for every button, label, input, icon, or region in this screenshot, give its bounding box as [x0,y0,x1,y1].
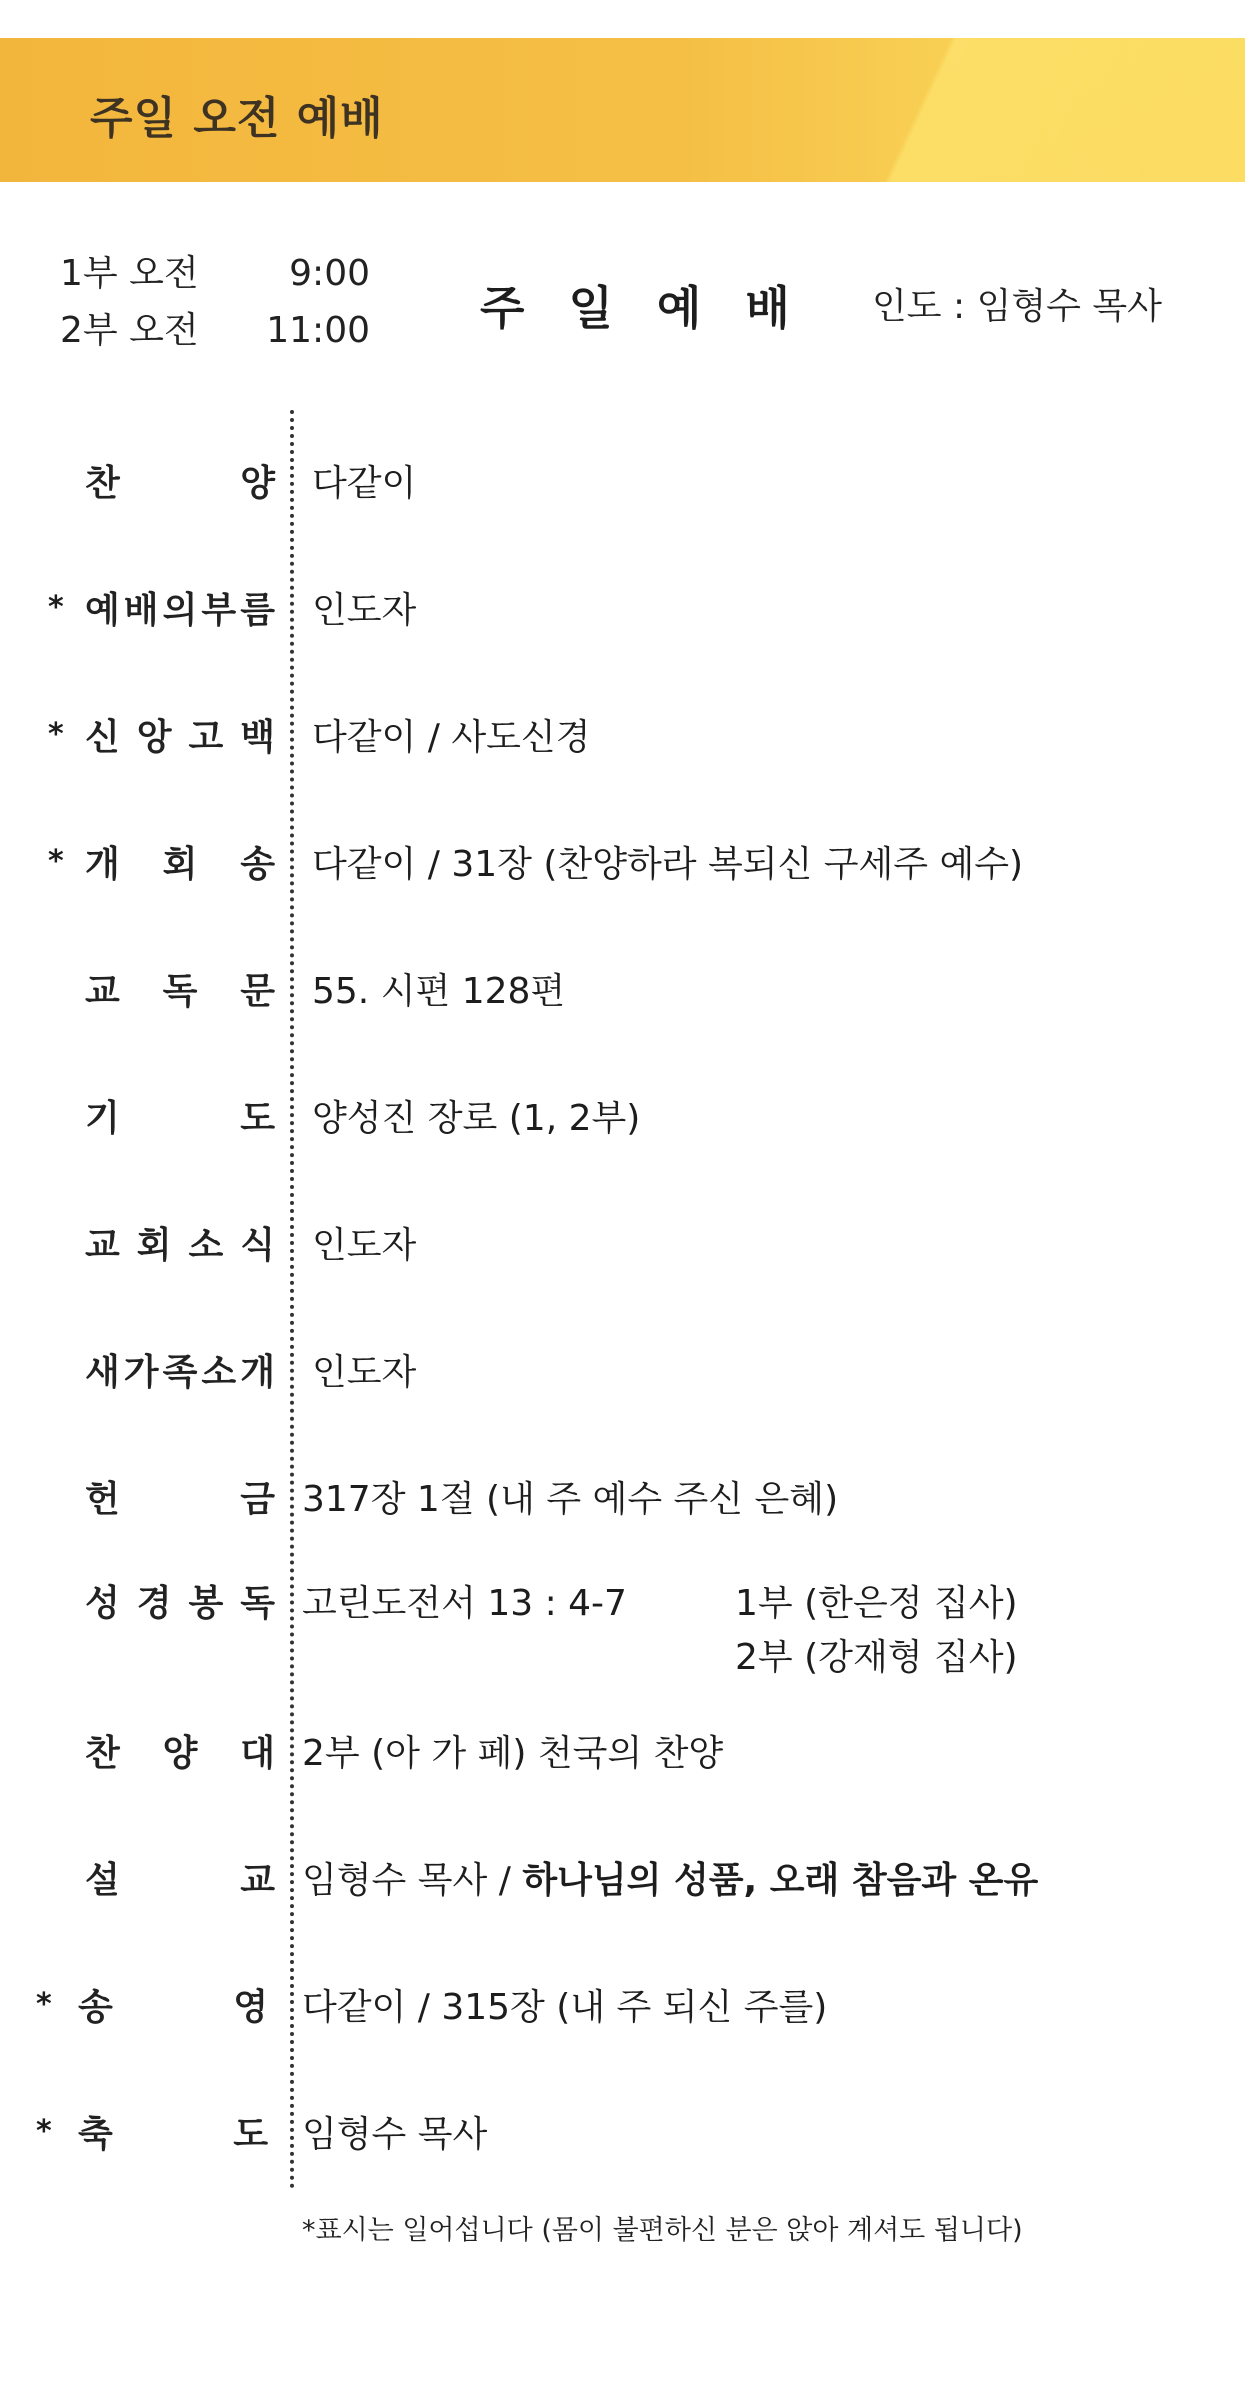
page-title: 주일 오전 예배 [90,93,384,144]
label-char: 금 [240,1479,275,1520]
label-char: 양 [240,463,275,504]
label-char: 기 [85,1098,120,1139]
order-item-value [302,1575,627,1626]
label-char: 경 [136,1583,172,1624]
label-char: 헌 [85,1479,120,1520]
order-item-value-text: 인도자 [312,590,417,631]
label-char: 부 [201,590,237,631]
order-item [0,1217,1260,1277]
service-times [60,245,370,359]
order-item-value [302,1852,1038,1903]
order-item-value [302,1471,838,1522]
label-char: 송 [240,844,275,885]
label-char: 축 [78,2114,113,2155]
order-item-value-text: 다같이 / 31장 (찬양하라 복되신 구세주 예수) [312,844,1024,885]
order-item [0,1090,1260,1150]
standing-mark: * [36,1987,52,2022]
standing-mark: * [48,844,64,879]
service-leader: 인도 : 임형수 목사 [872,286,1162,327]
order-item-value-text: 다같이 [312,463,417,504]
order-item-value [312,455,416,506]
order-item-value-text: 양성진 장로 (1, 2부) [312,1098,641,1139]
order-item [0,1471,1260,1531]
order-item-value [312,1344,416,1395]
label-char: 족 [162,1352,198,1393]
label-char: 찬 [85,463,120,504]
label-char: 배 [123,590,159,631]
header-banner [0,38,1245,182]
order-item-value [302,1979,827,2030]
label-char: 고 [188,717,224,758]
label-char: 백 [240,717,275,758]
order-item-label [85,836,275,887]
order-item-value-text: 다같이 / 사도신경 [312,717,591,758]
label-char: 회 [162,844,198,885]
order-item [0,963,1260,1023]
order-item-label [85,1217,275,1268]
order-item-value [302,1725,723,1776]
order-item-value [312,1090,640,1141]
service-time-row [60,302,370,359]
service-title: 주 일 예 배 [480,281,804,335]
reader-entry: 1부 (한은정 집사) [735,1583,1018,1624]
label-char: 의 [162,590,198,631]
label-char: 교 [85,971,120,1012]
standing-mark: * [48,590,64,625]
order-item [0,582,1260,642]
order-item-value-text: 55. 시편 128편 [312,971,566,1012]
label-char: 가 [123,1352,159,1393]
label-char: 새 [85,1352,120,1393]
order-item-label [85,1852,275,1903]
order-item-value [302,2106,487,2157]
order-item-value-text: 다같이 / 315장 (내 주 되신 주를) [302,1987,828,2028]
label-char: 양 [162,1733,198,1774]
order-item-label [85,1575,275,1626]
label-char: 소 [188,1225,224,1266]
label-char: 교 [85,1225,120,1266]
order-item-value-text: 인도자 [312,1225,417,1266]
sermon-title: 하나님의 성품, 오래 참음과 온유 [522,1860,1039,1901]
order-item [0,709,1260,769]
order-item-label [85,709,275,760]
service-time-label: 1부 오전 [60,253,199,294]
label-char: 름 [240,590,275,631]
label-char: 문 [240,971,275,1012]
order-item-value-text: 임형수 목사 / [302,1860,523,1901]
order-item [0,2106,1260,2166]
order-item-value [312,836,1023,887]
label-char: 식 [240,1225,275,1266]
order-item-value [312,963,565,1014]
label-char: 찬 [85,1733,120,1774]
order-item-value-text: 인도자 [312,1352,417,1393]
order-item-label [85,582,275,633]
label-char: 영 [233,1987,268,2028]
order-item-label [85,1344,275,1395]
label-char: 도 [240,1098,275,1139]
service-time-value: 9:00 [289,253,370,294]
label-char: 예 [85,590,120,631]
label-char: 봉 [188,1583,224,1624]
label-char: 개 [240,1352,275,1393]
order-item-label [85,1090,275,1141]
banner-decoration [700,38,1245,182]
label-char: 소 [201,1352,237,1393]
standing-mark: * [48,717,64,752]
label-char: 독 [162,971,198,1012]
label-char: 회 [136,1225,172,1266]
order-item-value [312,1217,416,1268]
order-item-label [85,1471,275,1522]
order-item-label [78,2106,268,2157]
order-item-label [85,1725,275,1776]
order-item-value [312,582,416,633]
service-time-value: 11:00 [266,310,370,351]
reader-entry: 2부 (강재형 집사) [735,1637,1018,1678]
dotted-divider [290,410,294,2190]
service-time-label: 2부 오전 [60,310,199,351]
service-time-row [60,245,370,302]
label-char: 송 [78,1987,113,2028]
order-item [0,1852,1260,1912]
order-item-label [78,1979,268,2030]
label-char: 신 [85,717,120,758]
label-char: 도 [233,2114,268,2155]
order-item [0,1725,1260,1785]
label-char: 교 [240,1860,275,1901]
order-item-value-text: 2부 (아 가 페) 천국의 찬양 [302,1733,724,1774]
order-item [0,1575,1260,1678]
order-item-value [312,709,590,760]
order-item [0,1979,1260,2039]
order-item-value-text: 고린도전서 13 : 4-7 [302,1583,627,1624]
label-char: 독 [240,1583,275,1624]
label-char: 대 [240,1733,275,1774]
label-char: 설 [85,1860,120,1901]
standing-mark: * [36,2114,52,2149]
order-item-value-text: 317장 1절 (내 주 예수 주신 은혜) [302,1479,839,1520]
order-item-value-text: 임형수 목사 [302,2114,488,2155]
label-char: 성 [85,1583,120,1624]
label-char: 개 [85,844,120,885]
order-item [0,455,1260,515]
footnote: *표시는 일어섭니다 (몸이 불편하신 분은 앉아 계셔도 됩니다) [302,2215,1023,2246]
order-item [0,836,1260,896]
label-char: 앙 [136,717,172,758]
order-item-label [85,455,275,506]
order-item [0,1344,1260,1404]
order-item-label [85,963,275,1014]
